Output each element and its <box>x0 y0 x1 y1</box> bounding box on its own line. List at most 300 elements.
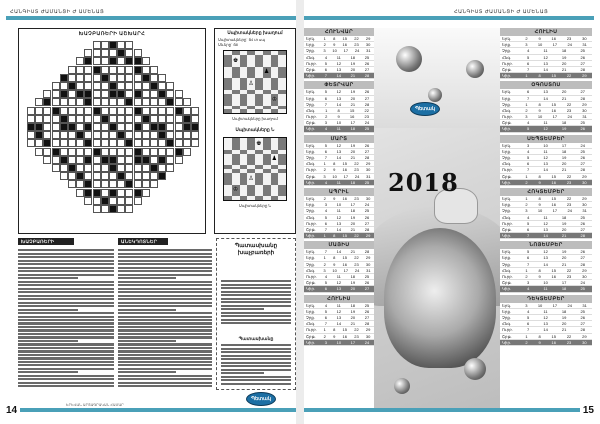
month-name: ՕԳՈՍՏՈՍ <box>500 81 592 89</box>
date-number: 21 <box>561 167 567 173</box>
date-number: 3 <box>525 42 528 48</box>
crossword-cell <box>117 57 125 65</box>
crossword-cell <box>101 172 109 180</box>
child-face <box>384 228 496 368</box>
weekday-label: Հնգ. <box>502 267 512 273</box>
crossword-cell <box>134 107 142 115</box>
date-number: 28 <box>364 226 370 232</box>
date-number: 22 <box>354 161 359 167</box>
date-number: 23 <box>364 114 369 120</box>
date-number: 6 <box>527 161 530 167</box>
date-number: 29 <box>582 333 587 339</box>
weekday-label: Երկ. <box>306 142 316 148</box>
crossword-cell <box>191 107 199 115</box>
text-line <box>18 260 114 262</box>
text-line <box>118 357 212 359</box>
date-number: 19 <box>350 142 356 148</box>
crossword-cell <box>68 90 76 98</box>
crossword-cell <box>76 156 84 164</box>
weekday-label: Երկ. <box>502 249 512 255</box>
date-number: 22 <box>364 107 369 113</box>
date-number: 9 <box>333 42 336 48</box>
article-header-1: ԽԱՉԲԱՌԵՐԻ <box>18 238 74 245</box>
date-number: 2 <box>525 107 528 113</box>
date-number: 23 <box>354 333 359 339</box>
chess-square <box>224 173 232 185</box>
date-number: 11 <box>543 148 548 154</box>
crossword-cell <box>134 148 142 156</box>
crossword-cell <box>35 139 43 147</box>
date-number: 3 <box>324 339 328 345</box>
text-line <box>118 277 176 279</box>
crossword-cell <box>142 180 150 188</box>
text-line <box>18 309 78 311</box>
crossword-cell <box>27 115 35 123</box>
weekday-label: Ուրբ. <box>502 60 513 66</box>
date-number: 31 <box>582 42 587 48</box>
crossword-cell <box>125 131 133 139</box>
weekday-label: Հնգ. <box>502 107 512 113</box>
date-number: 27 <box>364 220 370 226</box>
crossword-cell <box>142 107 150 115</box>
text-line <box>18 371 78 373</box>
crossword-cell <box>125 74 133 82</box>
date-number: 13 <box>336 314 342 320</box>
crossword-cell <box>125 189 133 197</box>
date-number: 24 <box>567 114 572 120</box>
chess-square <box>263 109 271 113</box>
crossword-cell <box>109 131 117 139</box>
date-number: 20 <box>350 66 356 72</box>
chess-square <box>255 154 263 166</box>
date-number: 12 <box>543 220 548 226</box>
crossword-cell <box>93 98 101 106</box>
crossword-cell <box>117 131 125 139</box>
crossword-cell <box>158 131 166 139</box>
chess-square <box>271 55 279 67</box>
crossword-cell <box>84 74 92 82</box>
page-number-left: 14 <box>6 405 18 416</box>
crossword-cell <box>134 172 142 180</box>
chess-square <box>278 55 286 67</box>
date-number: 23 <box>354 167 359 173</box>
date-number: 18 <box>561 214 567 220</box>
text-line <box>221 315 291 317</box>
date-number: 27 <box>364 314 370 320</box>
weekday-label: Երք. <box>306 148 316 154</box>
date-number: 20 <box>561 321 567 327</box>
date-number: 6 <box>324 286 328 292</box>
crossword-cell <box>84 180 92 188</box>
crossword-cell <box>101 180 109 188</box>
crossword-cell <box>117 156 125 164</box>
chess-square <box>263 94 271 106</box>
date-number: 4 <box>324 179 328 185</box>
crossword-cell <box>117 172 125 180</box>
text-line <box>221 348 291 350</box>
date-number: 23 <box>566 107 572 113</box>
date-number: 27 <box>364 148 370 154</box>
weekday-label: Երկ. <box>306 36 316 41</box>
month-name: ՀՈԿՏԵՄԲԵՐ <box>500 188 592 196</box>
date-number: 1 <box>323 327 326 333</box>
date-number: 25 <box>580 148 585 154</box>
crossword-cell <box>27 131 35 139</box>
date-number: 5 <box>324 142 328 148</box>
crossword-cell <box>125 82 133 90</box>
text-line <box>118 267 212 269</box>
text-line <box>18 368 114 370</box>
crossword-cell <box>101 156 109 164</box>
crossword-cell <box>175 107 183 115</box>
crossword-cell <box>109 115 117 123</box>
date-number: 25 <box>364 179 370 185</box>
text-line <box>118 281 212 283</box>
date-number: 4 <box>324 126 328 132</box>
date-number: 2 <box>323 195 326 201</box>
crossword-cell <box>101 115 109 123</box>
crossword-cell <box>142 131 150 139</box>
crossword-cell <box>101 148 109 156</box>
date-number: 4 <box>324 302 328 308</box>
crossword-cell <box>60 74 68 82</box>
chess-square <box>271 173 279 185</box>
weekday-label: Չրք. <box>502 155 512 160</box>
crossword-cell <box>117 197 125 205</box>
text-line <box>118 378 212 380</box>
crossword-cell <box>60 107 68 115</box>
crossword-cell <box>109 49 117 57</box>
date-number: 14 <box>543 95 548 101</box>
date-number: 19 <box>561 155 567 160</box>
chess-square <box>224 154 232 166</box>
date-number: 2 <box>323 333 326 339</box>
month-name: ՆՈՅԵՄԲԵՐ <box>500 241 592 249</box>
date-number: 12 <box>336 60 342 66</box>
crossword-cell <box>68 107 76 115</box>
crossword-cell <box>109 205 117 213</box>
date-number: 11 <box>543 48 548 54</box>
date-number: 8 <box>333 161 336 167</box>
weekday-label: Երք. <box>502 148 512 154</box>
date-number: 16 <box>342 167 347 173</box>
date-number: 22 <box>566 267 572 273</box>
date-number: 11 <box>543 214 548 220</box>
date-number: 11 <box>336 54 341 60</box>
crossword-cell <box>175 123 183 131</box>
chess-square: ♚ <box>255 138 263 150</box>
crossword-cell <box>134 189 142 197</box>
date-number: 13 <box>336 66 342 72</box>
date-number: 15 <box>551 101 556 107</box>
crossword-cell <box>150 66 158 74</box>
date-number: 18 <box>561 48 567 54</box>
crossword-cell <box>68 74 76 82</box>
calendar-month <box>500 135 592 186</box>
date-number: 23 <box>354 261 359 267</box>
crossword-cell <box>27 123 35 131</box>
date-number: 9 <box>333 261 336 267</box>
crossword-cell <box>60 115 68 123</box>
crossword-cell <box>60 164 68 172</box>
weekday-label: Շբթ. <box>306 173 316 179</box>
date-number: 15 <box>349 107 355 113</box>
crossword-cell <box>134 82 142 90</box>
date-number: 28 <box>580 66 585 72</box>
chess-square <box>232 67 240 79</box>
weekday-label: Հնգ. <box>306 161 316 167</box>
chess-square <box>224 67 232 79</box>
text-line <box>18 274 114 276</box>
chess-square <box>263 138 271 150</box>
crossword-cell <box>175 90 183 98</box>
date-number: 30 <box>365 333 371 339</box>
chess-square <box>278 94 286 106</box>
crossword-cell <box>175 98 183 106</box>
date-number: 11 <box>543 308 548 314</box>
weekday-label: Կիր. <box>306 73 316 79</box>
calendar-month <box>304 295 374 346</box>
date-number: 19 <box>350 308 356 314</box>
crossword-cell <box>27 107 35 115</box>
date-number: 31 <box>582 114 587 120</box>
crossword-cell <box>84 189 92 197</box>
crossword-cell <box>142 139 150 147</box>
text-line <box>118 274 212 276</box>
text-line <box>118 364 212 366</box>
crossword-cell <box>175 156 183 164</box>
month-name: ՀՈՒԼԻՍ <box>500 28 592 36</box>
crossword-cell <box>125 180 133 188</box>
weekday-label: Երկ. <box>502 89 512 95</box>
date-number: 17 <box>350 202 356 208</box>
weekday-label: Շբթ. <box>306 280 316 286</box>
date-number: 6 <box>324 66 328 72</box>
ornament-ball <box>394 378 410 394</box>
date-number: 10 <box>537 114 543 120</box>
date-number: 2 <box>525 339 528 345</box>
text-line <box>118 350 212 352</box>
weekday-label: Կիր. <box>502 233 512 239</box>
crossword-cell <box>142 189 150 197</box>
weekday-label: Չրք. <box>502 261 512 267</box>
text-line <box>118 260 212 262</box>
date-number: 28 <box>580 327 585 333</box>
crossword-cell <box>52 123 60 131</box>
text-line <box>118 309 176 311</box>
date-number: 13 <box>543 226 548 232</box>
text-line <box>221 355 291 357</box>
chess-square <box>278 138 286 150</box>
crossword-cell <box>150 164 158 172</box>
crossword-cell <box>117 107 125 115</box>
weekday-label: Հնգ. <box>306 107 316 113</box>
text-line <box>118 263 212 265</box>
date-number: 19 <box>350 280 356 286</box>
crossword-cell <box>101 131 109 139</box>
weekday-label: Կիր. <box>306 339 316 345</box>
text-line <box>18 343 114 345</box>
date-number: 25 <box>364 208 370 214</box>
date-number: 3 <box>323 267 326 273</box>
crossword-cell <box>84 172 92 180</box>
crossword-cell <box>60 82 68 90</box>
chess-square <box>224 138 232 150</box>
date-number: 12 <box>336 142 342 148</box>
date-number: 27 <box>580 255 585 261</box>
date-number: 26 <box>580 220 585 226</box>
chess-square <box>255 185 263 197</box>
weekday-label: Կիր. <box>306 286 316 292</box>
date-number: 31 <box>366 48 371 54</box>
date-number: 30 <box>365 167 371 173</box>
calendar-month <box>304 28 374 79</box>
text-line <box>221 319 291 321</box>
date-number: 31 <box>366 173 371 179</box>
crossword-cell <box>158 148 166 156</box>
crossword-cell <box>60 156 68 164</box>
date-number: 11 <box>336 274 341 279</box>
date-number: 29 <box>582 267 587 273</box>
date-number: 18 <box>350 179 356 185</box>
date-number: 11 <box>543 286 548 292</box>
date-number: 2 <box>325 114 328 120</box>
crossword-cell <box>117 74 125 82</box>
text-line <box>221 369 291 371</box>
text-line <box>18 357 114 359</box>
text-line <box>221 365 291 367</box>
text-line <box>18 340 78 342</box>
date-number: 19 <box>350 60 356 66</box>
date-number: 14 <box>543 167 548 173</box>
date-number: 20 <box>350 314 356 320</box>
text-line <box>221 358 291 360</box>
chess-square <box>240 173 248 185</box>
date-number: 25 <box>580 286 585 292</box>
crossword-cell <box>125 172 133 180</box>
chess-square <box>224 78 232 90</box>
crossword-cell <box>134 49 142 57</box>
weekday-label: Չրք. <box>502 314 512 320</box>
crossword-cell <box>35 131 43 139</box>
date-number: 28 <box>580 233 585 239</box>
date-number: 26 <box>580 126 585 132</box>
weekday-label: Երք. <box>502 202 512 208</box>
crossword-cell <box>109 189 117 197</box>
calendar-month <box>304 135 374 186</box>
crossword-cell <box>60 148 68 156</box>
crossword-cell <box>93 139 101 147</box>
crossword-cell <box>60 139 68 147</box>
weekday-label: Հնգ. <box>306 54 316 60</box>
date-number: 15 <box>551 195 556 201</box>
date-number: 28 <box>364 73 370 79</box>
crossword-grid <box>27 41 199 229</box>
crossword-cell <box>93 148 101 156</box>
date-number: 5 <box>527 126 530 132</box>
crossword-cell <box>84 139 92 147</box>
crossword-cell <box>125 156 133 164</box>
date-number: 14 <box>336 101 342 107</box>
crossword-cell <box>84 115 92 123</box>
date-number: 16 <box>551 339 556 345</box>
ornament-ball <box>396 46 422 72</box>
date-number: 6 <box>527 89 530 95</box>
date-number: 9 <box>333 167 336 173</box>
crossword-cell <box>35 107 43 115</box>
date-number: 9 <box>538 274 541 279</box>
crossword-cell <box>183 131 191 139</box>
crossword-cell <box>125 148 133 156</box>
date-number: 12 <box>543 314 548 320</box>
weekday-label: Երք. <box>306 95 316 101</box>
text-line <box>118 326 212 328</box>
date-number: 14 <box>543 66 548 72</box>
text-line <box>118 305 212 307</box>
weekday-label: Երք. <box>306 42 316 48</box>
text-line <box>221 379 291 381</box>
chess-square <box>263 196 271 200</box>
weekday-label: Երկ. <box>502 302 512 308</box>
date-number: 17 <box>552 114 558 120</box>
crossword-cell <box>150 82 158 90</box>
weekday-label: Շբթ. <box>306 66 316 72</box>
date-number: 25 <box>364 302 370 308</box>
date-number: 25 <box>580 308 585 314</box>
chess-square <box>278 173 286 185</box>
crossword-cell <box>117 123 125 131</box>
crossword-cell <box>35 148 43 156</box>
date-number: 17 <box>552 302 558 308</box>
crossword-cell <box>84 164 92 172</box>
calendar-month <box>304 241 374 292</box>
chess-square <box>247 196 255 200</box>
date-number: 1 <box>525 101 528 107</box>
date-number: 9 <box>538 179 541 185</box>
text-line <box>221 301 291 303</box>
chess-square <box>263 173 271 185</box>
date-number: 31 <box>366 267 371 273</box>
date-number: 23 <box>354 195 359 201</box>
crossword-cell <box>76 139 84 147</box>
date-number: 13 <box>543 60 548 66</box>
crossword-cell <box>93 131 101 139</box>
crossword-cell <box>76 74 84 82</box>
date-number: 25 <box>580 214 585 220</box>
chess-square <box>255 173 263 185</box>
crossword-cell <box>76 172 84 180</box>
chess-caption-1: Սպիտակները խաղում <box>232 117 278 121</box>
calendar-week-row <box>500 340 592 346</box>
crossword-cell <box>175 148 183 156</box>
crossword-cell <box>68 98 76 106</box>
chess-square: ♙ <box>247 173 255 185</box>
crossword-cell <box>134 197 142 205</box>
date-number: 13 <box>336 220 342 226</box>
date-number: 7 <box>324 101 328 107</box>
article-header-2: ԱՆԵԿԴՈՏՆԵՐ <box>118 238 168 245</box>
weekday-label: Ուրբ. <box>502 167 513 173</box>
text-line <box>221 372 264 374</box>
chess-square <box>271 67 279 79</box>
calendar-jan-jun <box>304 28 374 348</box>
crossword-cell <box>101 66 109 74</box>
crossword-cell <box>68 172 76 180</box>
date-number: 22 <box>566 173 572 179</box>
chess-square <box>224 55 232 67</box>
text-line <box>18 270 114 272</box>
chess-square <box>240 196 248 200</box>
